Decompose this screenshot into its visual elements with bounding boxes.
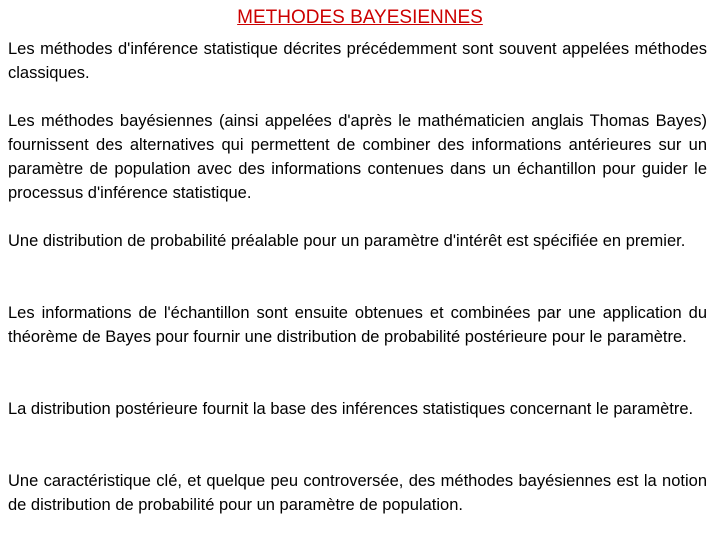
- paragraph-bayesian-methods: Les méthodes bayésiennes (ainsi appelées d'après le mathématicien anglais Thomas Bayes) fournissent des alternatives qui permettent de combiner des informations antérieures sur un paramètre de population avec des informations contenues dans un échantillon pour guider le processus d'inférence statistique.: [8, 112, 707, 202]
- paragraph-prior-distribution: Une distribution de probabilité préalable pour un paramètre d'intérêt est spécifiée en premier.: [8, 232, 686, 250]
- paragraph-key-characteristic: Une caractéristique clé, et quelque peu controversée, des méthodes bayésiennes est la notion de distribution de probabilité pour un paramètre de population.: [8, 472, 707, 514]
- page-title: METHODES BAYESIENNES: [237, 7, 483, 28]
- paragraph-classical-methods: Les méthodes d'inférence statistique décrites précédemment sont souvent appelées méthodes classiques.: [8, 40, 707, 82]
- paragraph-posterior-inference: La distribution postérieure fournit la base des inférences statistiques concernant le paramètre.: [8, 400, 694, 418]
- paragraph-posterior-distribution: Les informations de l'échantillon sont ensuite obtenues et combinées par une application du théorème de Bayes pour fournir une distribution de probabilité postérieure pour le paramètre.: [8, 304, 707, 346]
